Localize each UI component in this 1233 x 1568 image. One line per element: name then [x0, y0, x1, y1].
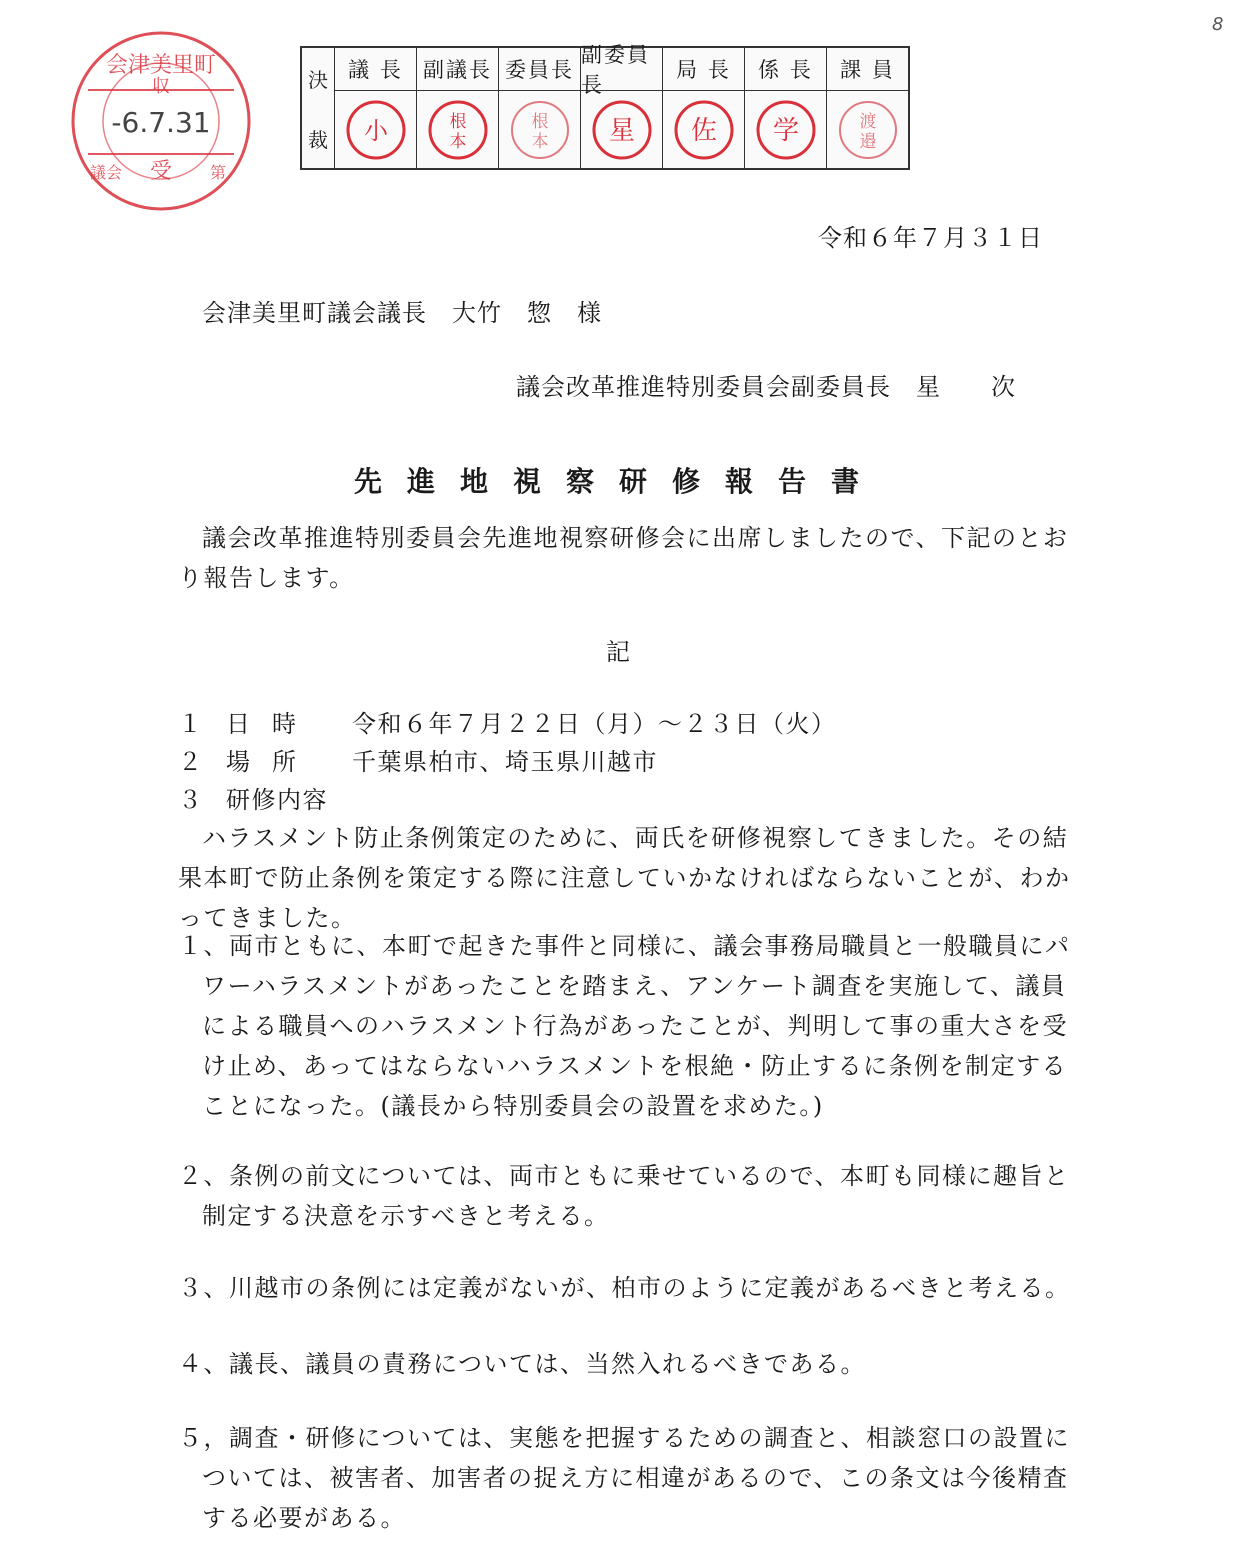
row-label: 日時 [226, 710, 318, 738]
svg-text:根: 根 [531, 111, 548, 132]
seal-stamp [345, 99, 407, 161]
row-number: １ [178, 710, 204, 738]
info-row-content [178, 780, 328, 815]
page-number: 8 [1212, 14, 1224, 35]
kessai-label [302, 48, 335, 168]
approval-column-head: 課 員 [827, 48, 908, 91]
approval-column [663, 48, 745, 168]
finding-item-1: １、両市ともに、本町で起きた事件と同様に、議会事務局職員と一般職員にパワーハラスメントがあったことを踏まえ、アンケート調査を実施して、議員による職員へのハラスメント行為があったことが、判明して事の重大さを受け止め、あってはならないハラスメントを根絶・防止するに条例を制定することになった。(議長から特別委員会の設置を求めた。) [178, 932, 1071, 1120]
kessai-top: 決 [308, 67, 328, 92]
kessai-bottom: 裁 [308, 127, 328, 152]
addressee: 会津美里町議会議長 大竹 惣 様 [202, 299, 602, 327]
seal-stamp [509, 99, 571, 161]
row-number: ３ [178, 786, 204, 814]
svg-text:邉: 邉 [859, 131, 876, 152]
intro-paragraph: 議会改革推進特別委員会先進地視察研修会に出席しましたので、下記のとおり報告します。 [178, 524, 1069, 592]
svg-text:受: 受 [149, 159, 173, 184]
svg-text:渡: 渡 [859, 111, 876, 132]
approval-column [335, 48, 417, 168]
row-label: 場所 [226, 748, 318, 776]
svg-text:会津美里町: 会津美里町 [105, 53, 217, 78]
svg-text:小: 小 [363, 116, 388, 145]
approval-column [827, 48, 908, 168]
document-date: 令和６年７月３１日 [818, 224, 1043, 252]
svg-text:本: 本 [449, 131, 466, 152]
approval-column-head: 議 長 [335, 48, 416, 91]
info-row-place [178, 742, 658, 777]
received-stamp [68, 28, 254, 214]
finding-item-4: ４、議長、議員の責務については、当然入れるべきである。 [178, 1350, 867, 1378]
document-title: 先進地視察研修報告書 [354, 465, 885, 498]
seal-stamp [673, 99, 735, 161]
approval-table [300, 43, 910, 170]
svg-text:根: 根 [449, 111, 466, 132]
info-row-datetime [178, 704, 837, 739]
approval-column-head: 副議長 [417, 48, 498, 91]
ki-heading: 記 [606, 638, 630, 666]
svg-text:第: 第 [209, 163, 227, 182]
content-intro: ハラスメント防止条例策定のために、両氏を研修視察してきました。その結果本町で防止条例を策定する際に注意していかなければならないことが、わかってきました。 [178, 824, 1071, 932]
svg-text:佐: 佐 [690, 115, 717, 146]
sender: 議会改革推進特別委員会副委員長 星 次 [516, 373, 1016, 401]
approval-column [499, 48, 581, 168]
approval-column [745, 48, 827, 168]
row-number: ２ [178, 748, 204, 776]
svg-text:星: 星 [608, 115, 635, 146]
row-value: 千葉県柏市、埼玉県川越市 [352, 748, 658, 776]
svg-text:-6.7.31: -6.7.31 [111, 106, 211, 139]
finding-item-3: ３、川越市の条例には定義がないが、柏市のように定義があるべきと考える。 [178, 1274, 1071, 1302]
seal-stamp [837, 99, 899, 161]
row-label: 研修内容 [226, 786, 328, 814]
svg-text:学: 学 [772, 115, 799, 146]
seal-stamp [755, 99, 817, 161]
svg-text:本: 本 [531, 131, 548, 152]
approval-column-head: 委員長 [499, 48, 580, 91]
approval-column [581, 43, 663, 168]
approval-column [417, 48, 499, 168]
row-value: 令和６年７月２２日（月）～２３日（火） [352, 710, 837, 738]
approval-column-head: 副委員長 [581, 48, 662, 91]
finding-item-5: ５，調査・研修については、実態を把握するための調査と、相談窓口の設置については、被害者、加害者の捉え方に相違があるので、この条文は今後精査する必要がある。 [178, 1424, 1071, 1532]
svg-text:議会: 議会 [89, 163, 123, 182]
approval-column-head: 局 長 [663, 48, 744, 91]
svg-text:収: 収 [152, 76, 170, 97]
approval-column-head: 係 長 [745, 48, 826, 91]
seal-stamp [427, 99, 489, 161]
seal-stamp [591, 99, 653, 161]
finding-item-2: ２、条例の前文については、両市ともに乗せているので、本町も同様に趣旨と制定する決意を示すべきと考える。 [178, 1162, 1070, 1230]
